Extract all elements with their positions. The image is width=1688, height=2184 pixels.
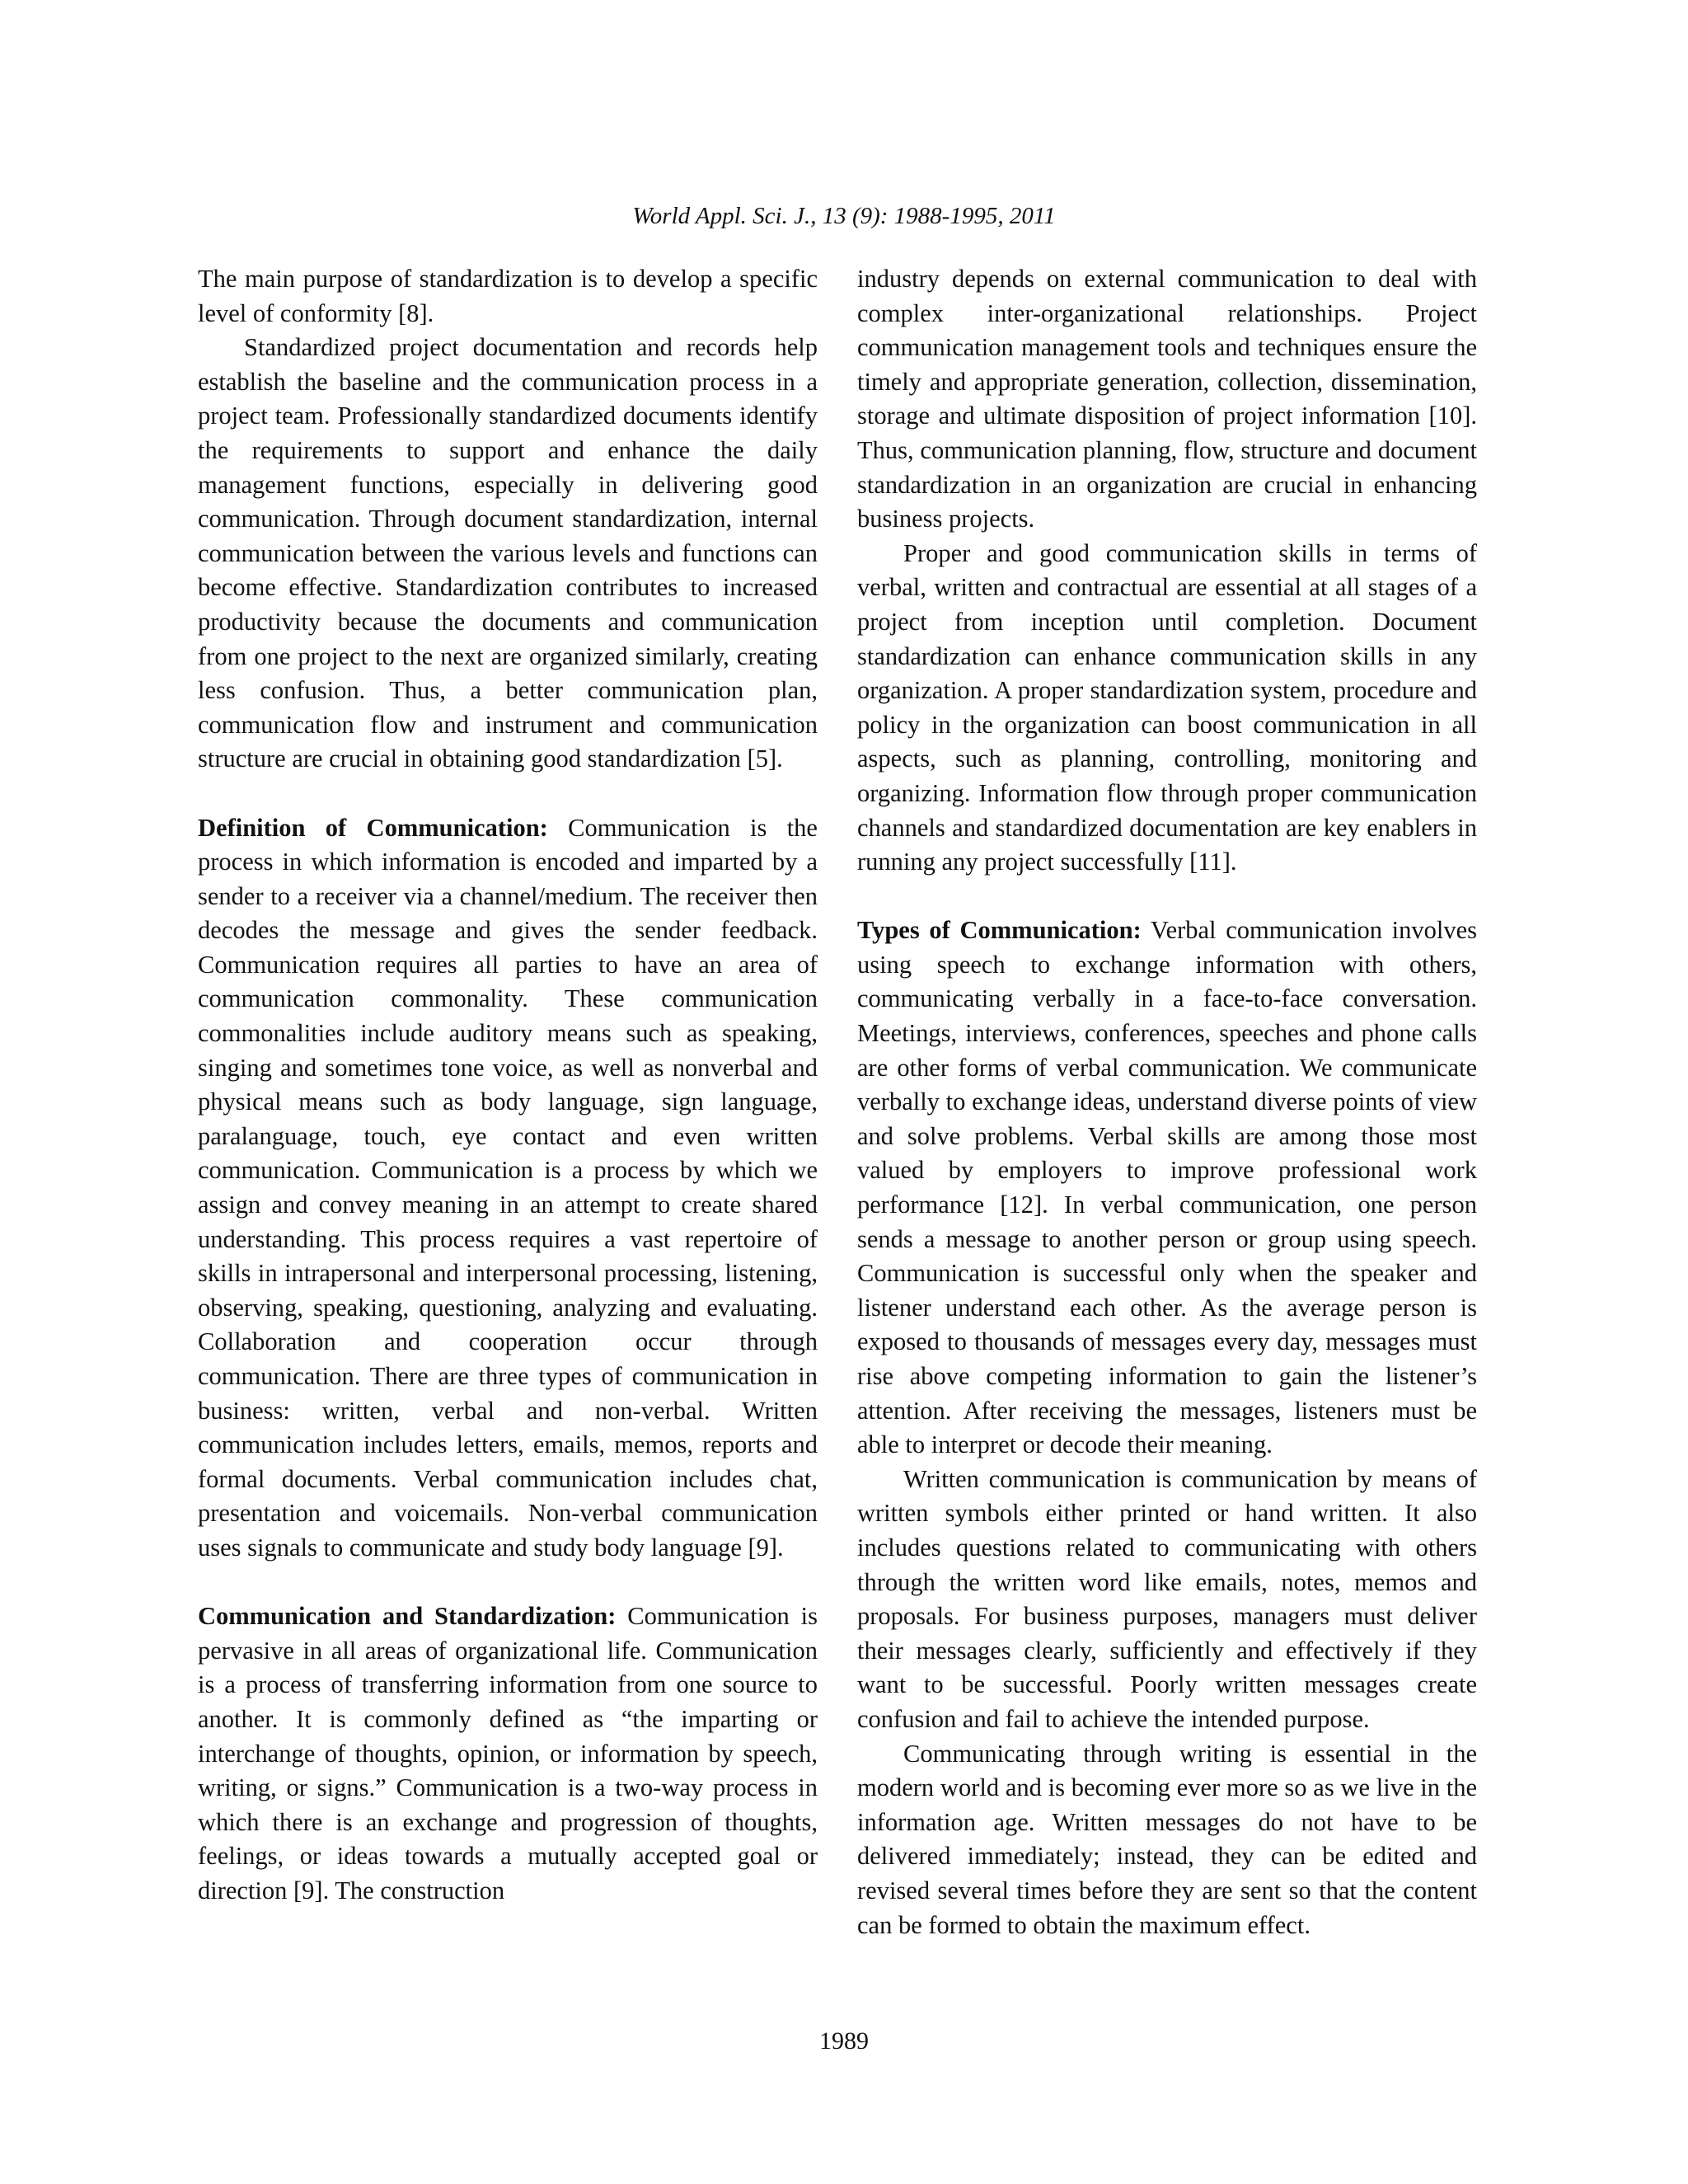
page-number: 1989 (819, 2027, 869, 2055)
section-heading: Types of Communication: (857, 916, 1142, 945)
section-communication-and-standardization (198, 1599, 818, 1908)
right-column (857, 262, 1477, 1942)
section-types-of-communication (857, 914, 1477, 1463)
section-definition-of-communication (198, 811, 818, 1566)
paragraph: Communicating through writing is essential in the modern world and is becoming ever more so as we live in the information age. Written messages do not have to be delivered immediately; instead, they can be edited and revised several times before they are sent so that the content can be formed to obtain the maximum effect. (857, 1739, 1477, 1939)
paragraph-body: Communication is pervasive in all areas of organizational life. Communication is a process of transferring information from one source to another. It is commonly defined as “the imparting or interchange of thoughts, opinion, or information by speech, writing, or signs.” Communication is a two-way process in which there is an exchange and progression of thoughts, feelings, or ideas towards a mutually accepted goal or direction [9]. The construction (198, 1602, 818, 1905)
paragraph-body: Communication is the process in which information is encoded and imparted by a sender to a receiver via a channel/medium. The receiver then decodes the message and gives the sender feedback. Communication requires all parties to have an area of communication commonality. These communication commonalities include auditory means such as speaking, singing and sometimes tone voice, as well as nonverbal and physical means such as body language, sign language, paralanguage, touch, eye contact and even written communication. Communication is a process by which we assign and convey meaning in an attempt to create shared understanding. This process requires a vast repertoire of skills in intrapersonal and interpersonal processing, listening, observing, speaking, questioning, analyzing and evaluating. Collaboration and cooperation occur through communication. There are three types of communication in business: written, verbal and non-verbal. Written communication includes letters, emails, memos, reports and formal documents. Verbal communication includes chat, presentation and voicemails. Non-verbal communication uses signals to communicate and study body language [9]. (198, 813, 818, 1562)
paragraph: The main purpose of standardization is to develop a specific level of conformity [8]. (198, 265, 818, 327)
left-column (198, 262, 818, 1909)
paragraph: Proper and good communication skills in terms of verbal, written and contractual are essential at all stages of a project from inception until completion. Document standardization can enhance communication skills in any organization. A proper standardization system, procedure and policy in the organization can boost communication in all aspects, such as planning, controlling, monitoring and organizing. Information flow through proper communication channels and standardized documentation are key enablers in running any project successfully [11]. (857, 538, 1477, 876)
paragraph: Written communication is communication by means of written symbols either printed or hand written. It also includes questions related to communicating with others through the written word like emails, notes, memos and proposals. For business purposes, managers must deliver their messages clearly, sufficiently and effectively if they want to be successful. Poorly written messages create confusion and fail to achieve the intended purpose. (857, 1464, 1477, 1733)
section-heading: Definition of Communication: (198, 813, 548, 842)
running-head: World Appl. Sci. J., 13 (9): 1988-1995, 2011 (632, 203, 1056, 229)
paragraph-body: Verbal communication involves using speech to exchange information with others, communicating verbally in a face-to-face conversation. Meetings, interviews, conferences, speeches and phone calls are other forms of verbal communication. We communicate verbally to exchange ideas, understand diverse points of view and solve problems. Verbal skills are among those most valued by employers to improve professional work performance [12]. In verbal communication, one person sends a message to another person or group using speech. Communication is successful only when the speaker and listener understand each other. As the average person is exposed to thousands of messages every day, messages must rise above competing information to gain the listener’s attention. After receiving the messages, listeners must be able to interpret or decode their meaning. (857, 916, 1477, 1459)
paragraph: industry depends on external communication to deal with complex inter-organizational relationships. Project communication management tools and techniques ensure the timely and appropriate generation, collection, dissemination, storage and ultimate disposition of project information [10]. Thus, communication planning, flow, structure and document standardization in an organization are crucial in enhancing business projects. (857, 265, 1477, 533)
paragraph: Standardized project documentation and records help establish the baseline and the communication process in a project team. Professionally standardized documents identify the requirements to support and enhance the daily management functions, especially in delivering good communication. Through document standardization, internal communication between the various levels and functions can become effective. Standardization contributes to increased productivity because the documents and communication from one project to the next are organized similarly, creating less confusion. Thus, a better communication plan, communication flow and instrument and communication structure are crucial in obtaining good standardization [5]. (198, 333, 818, 773)
section-heading: Communication and Standardization: (198, 1602, 617, 1631)
